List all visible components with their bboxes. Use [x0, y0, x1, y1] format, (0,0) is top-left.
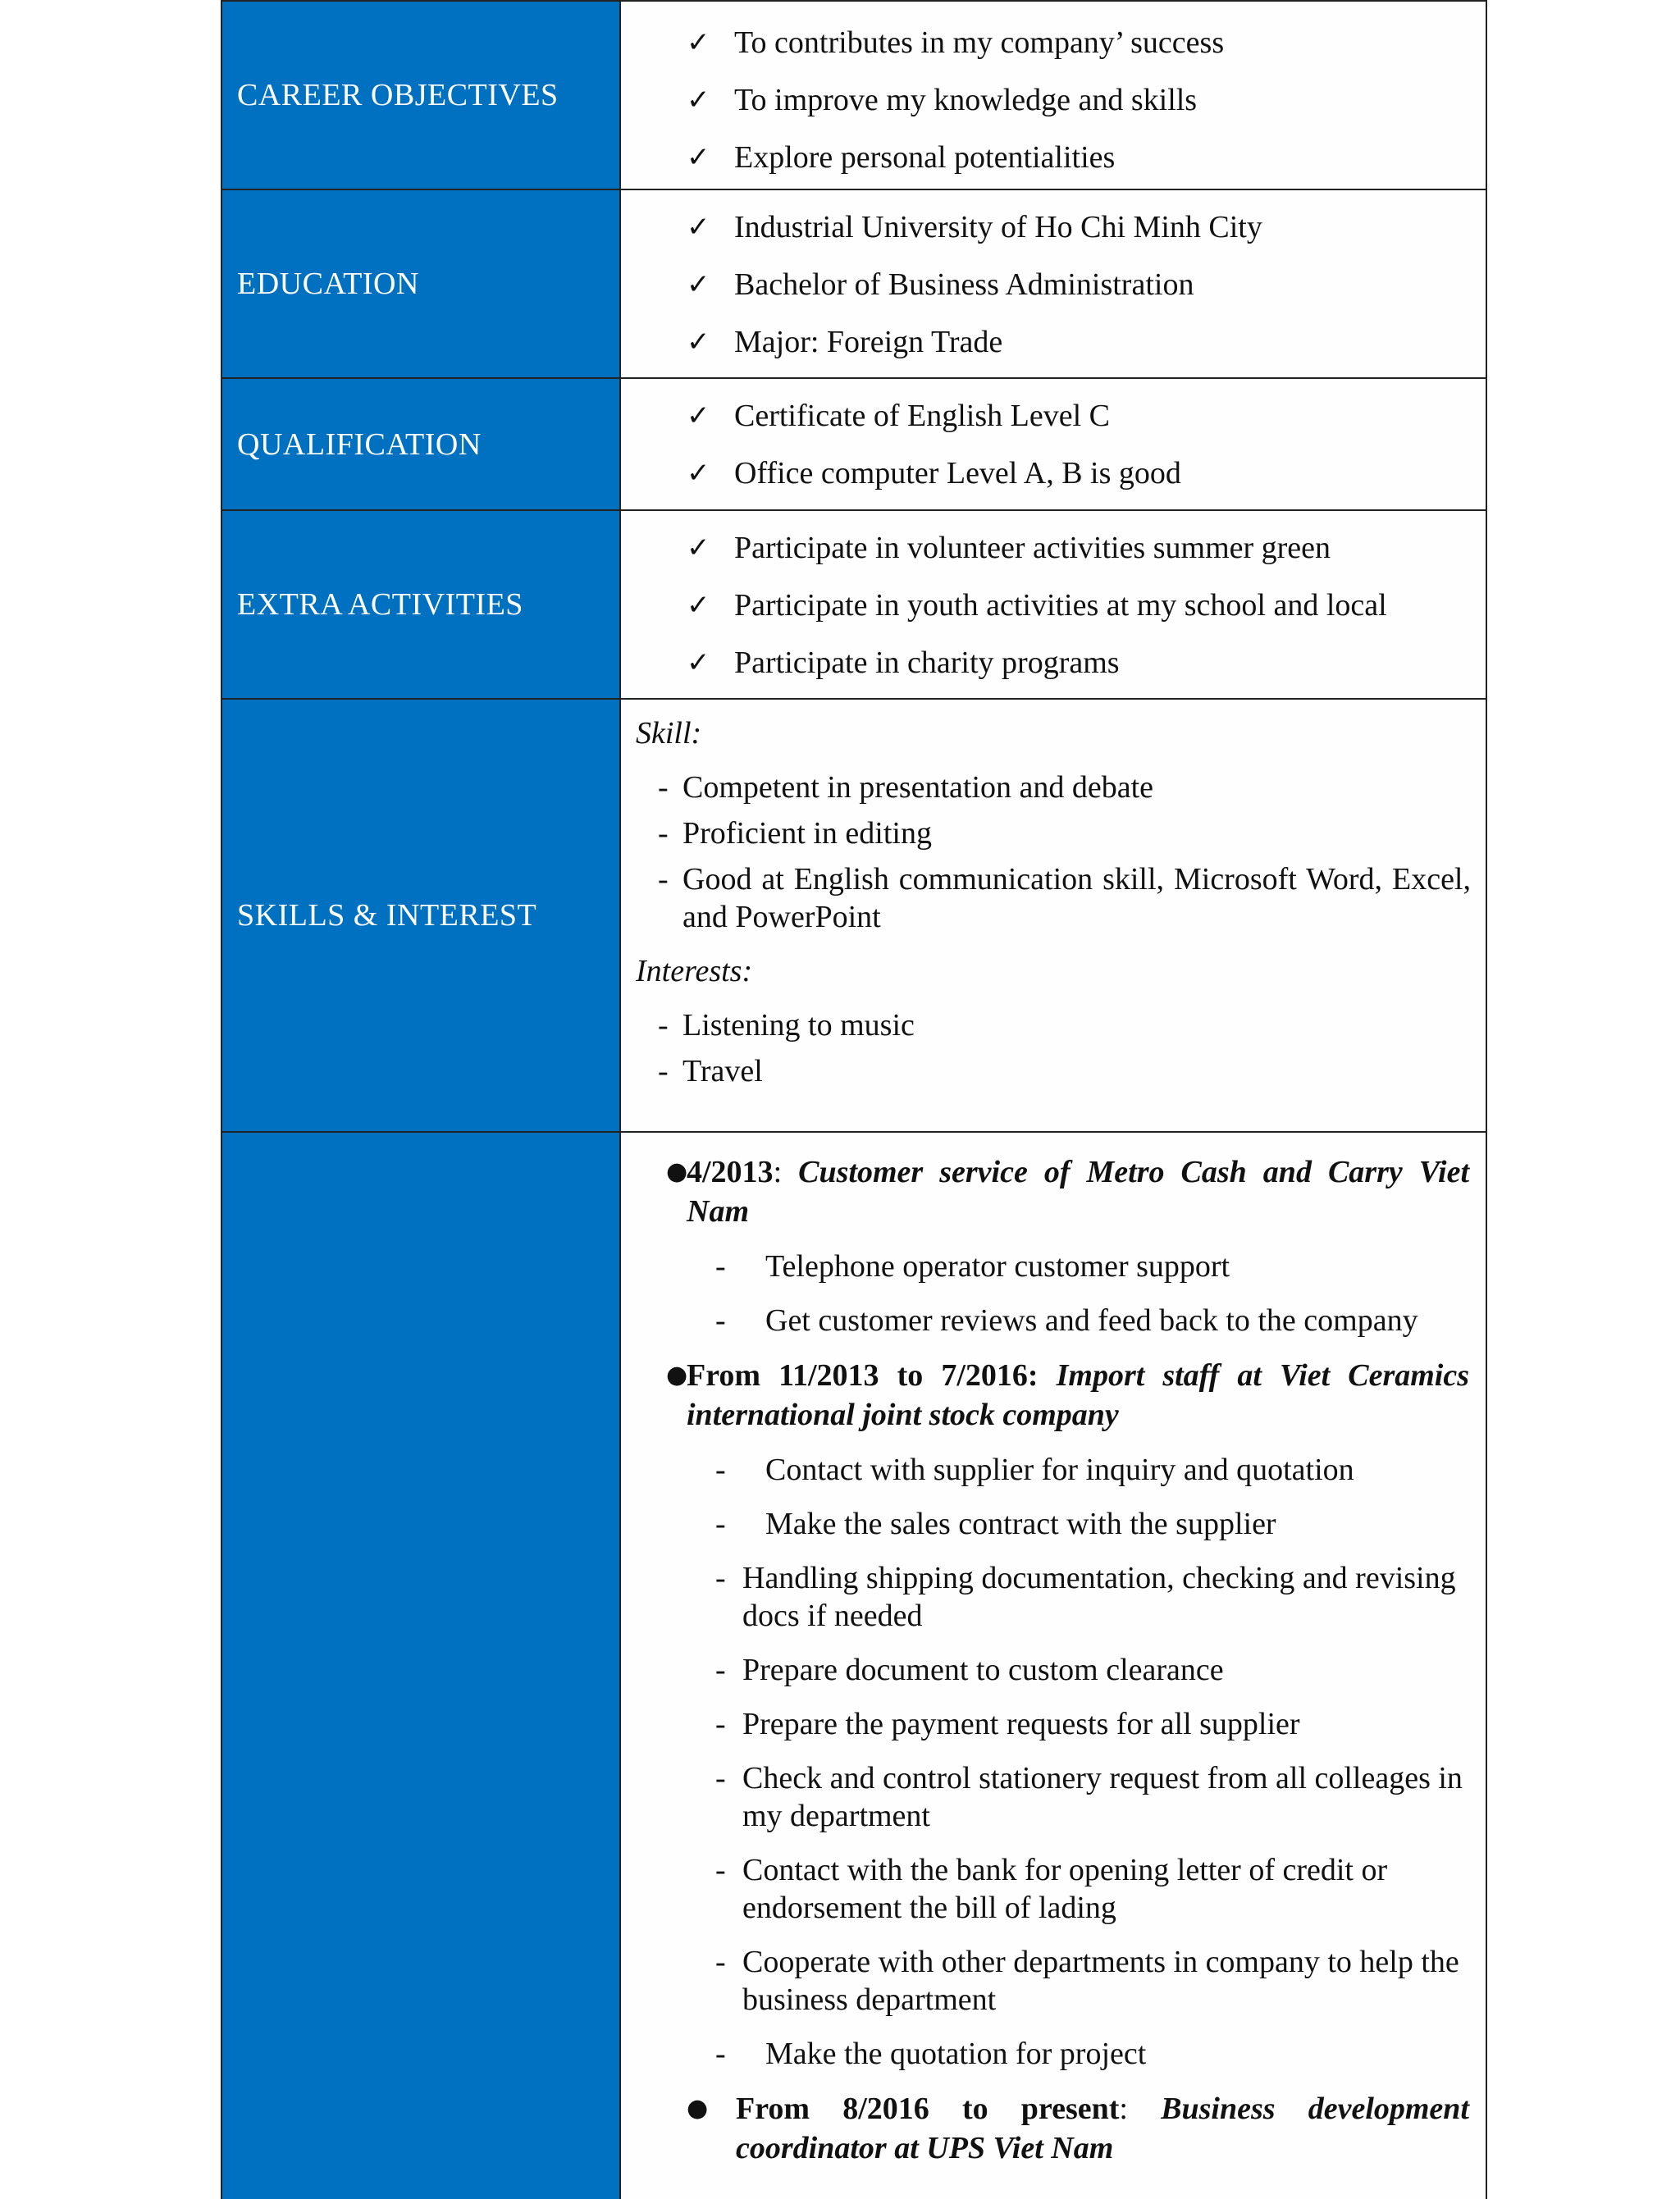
- section-label: EDUCATION: [222, 190, 621, 377]
- skill-heading: Skill:: [636, 716, 702, 750]
- check-mark-icon: ✓: [687, 589, 710, 622]
- task-item: - Make the quotation for project: [715, 2037, 1147, 2071]
- check-mark-icon: ✓: [687, 84, 710, 116]
- task-item: - Contact with supplier for inquiry and quotation: [715, 1453, 1354, 1487]
- list-item: ✓ Participate in volunteer activities summer green: [621, 519, 1486, 577]
- education-list: [621, 190, 1486, 371]
- career-list: [621, 2, 1486, 186]
- task-item: - Cooperate with other departments in company to help the business department: [715, 1945, 1459, 2017]
- list-item: - Listening to music: [658, 1008, 915, 1042]
- qualification-list: [621, 379, 1486, 502]
- list-item: ✓ To improve my knowledge and skills: [621, 71, 1486, 129]
- section-work-experience: [222, 1133, 1486, 2199]
- bullet-icon: ●: [666, 1157, 688, 1186]
- task-item: - Make the sales contract with the supplier: [715, 1507, 1276, 1541]
- section-label: QUALIFICATION: [222, 379, 621, 509]
- task-item: - Prepare document to custom clearance: [715, 1653, 1224, 1687]
- check-mark-icon: ✓: [687, 532, 710, 564]
- check-mark-icon: ✓: [687, 141, 710, 174]
- section-label: CAREER OBJECTIVES: [222, 2, 621, 189]
- interest-heading: Interests:: [636, 954, 753, 988]
- list-item: ✓ Industrial University of Ho Chi Minh City: [621, 198, 1486, 256]
- list-item: ✓ Major: Foreign Trade: [621, 313, 1486, 371]
- resume-table: [221, 0, 1487, 2199]
- check-mark-icon: ✓: [687, 268, 710, 301]
- task-item: - Check and control stationery request from all colleages in my department: [715, 1761, 1463, 1833]
- section-skills-interest: [222, 700, 1486, 1133]
- check-mark-icon: ✓: [687, 26, 710, 59]
- job-entry: ● From 11/2013 to 7/2016: Import staff at Viet Ceramics international joint stock company: [621, 1356, 1486, 1435]
- list-item: ✓ Bachelor of Business Administration: [621, 256, 1486, 313]
- list-item: - Competent in presentation and debate: [658, 770, 1154, 805]
- list-item: ✓ Participate in youth activities at my school and local: [621, 577, 1486, 634]
- task-item: - Get customer reviews and feed back to the company: [715, 1303, 1418, 1338]
- list-item: ✓ Certificate of English Level C: [621, 387, 1486, 445]
- bullet-icon: ●: [687, 2094, 709, 2123]
- list-item: - Travel: [658, 1054, 763, 1088]
- section-extra-activities: [222, 511, 1486, 700]
- check-mark-icon: ✓: [687, 399, 710, 432]
- list-item: ✓ Participate in charity programs: [621, 634, 1486, 691]
- list-item: - Proficient in editing: [658, 816, 932, 851]
- check-mark-icon: ✓: [687, 211, 710, 244]
- check-mark-icon: ✓: [687, 646, 710, 679]
- task-item: - Telephone operator customer support: [715, 1249, 1230, 1284]
- extra-list: [621, 511, 1486, 691]
- list-item: ✓ To contributes in my company’ success: [621, 14, 1486, 71]
- job-entry: ● 4/2013: Customer service of Metro Cash and Carry Viet Nam: [621, 1152, 1486, 1231]
- section-qualification: [222, 379, 1486, 511]
- check-mark-icon: ✓: [687, 457, 710, 490]
- list-item: - Good at English communication skill, Microsoft Word, Excel, and PowerPoint: [658, 862, 1471, 934]
- section-label: EXTRA ACTIVITIES: [222, 511, 621, 698]
- section-label: [222, 1133, 621, 2199]
- list-item: ✓ Explore personal potentialities: [621, 129, 1486, 186]
- task-item: - Prepare the payment requests for all supplier: [715, 1707, 1300, 1741]
- bullet-icon: ●: [666, 1361, 688, 1389]
- section-education: [222, 190, 1486, 379]
- job-entry: ● From 8/2016 to present: Business development coordinator at UPS Viet Nam: [621, 2089, 1486, 2168]
- check-mark-icon: ✓: [687, 326, 710, 358]
- section-label: SKILLS & INTEREST: [222, 700, 621, 1131]
- section-career-objectives: [222, 0, 1486, 190]
- task-item: - Contact with the bank for opening letter of credit or endorsement the bill of lading: [715, 1853, 1388, 1925]
- task-item: - Handling shipping documentation, checking and revising docs if needed: [715, 1561, 1456, 1633]
- list-item: ✓ Office computer Level A, B is good: [621, 445, 1486, 502]
